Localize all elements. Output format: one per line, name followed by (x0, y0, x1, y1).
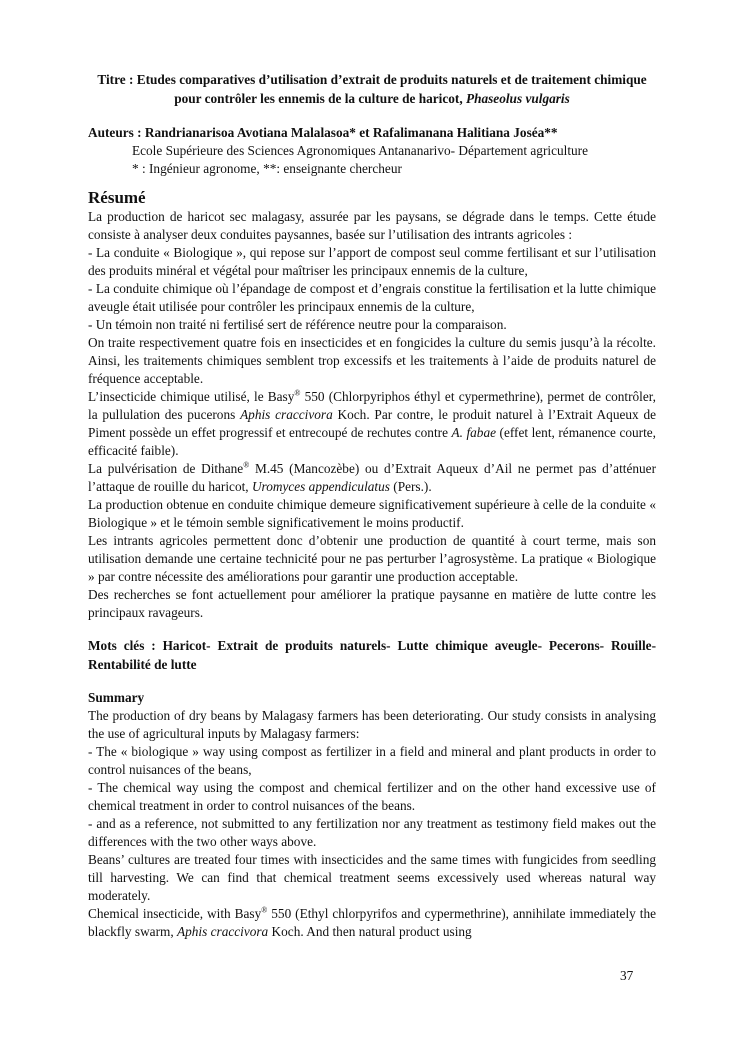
authors-line: Auteurs : Randrianarisoa Avotiana Malalasoa* et Rafalimanana Halitiana Joséa** (88, 125, 558, 140)
summary-paragraph: - The chemical way using the compost and chemical fertilizer and on the other hand excessive use of chemical treatment in order to control nuisances of the beans. (88, 780, 656, 813)
summary-paragraph: The production of dry beans by Malagasy farmers has been deteriorating. Our study consists in analysing the use of agricultural inputs by Malagasy farmers: (88, 708, 656, 741)
summary-paragraph: Chemical insecticide, with Basy® 550 (Ethyl chlorpyrifos and cypermethrine), annihilate immediately the blackfly swarm, Aphis craccivora Koch. And then natural product using (88, 905, 656, 939)
registered-mark: ® (243, 460, 250, 470)
summary-paragraph: - and as a reference, not submitted to any fertilization nor any treatment as testimony field makes out the differences with the two other ways above. (88, 816, 656, 849)
summary-heading: Summary (88, 690, 145, 705)
resume-paragraph: La production obtenue en conduite chimique demeure significativement supérieure à celle de la conduite « Biologique » et le témoin semble significativement le moins productif. (88, 497, 656, 530)
species-name: Uromyces appendiculatus (251, 479, 390, 494)
registered-mark: ® (261, 905, 268, 915)
resume-paragraph: - La conduite chimique où l’épandage de compost et d’engrais constitue la fertilisation et la lutte chimique aveugle était utilisée pour contrôler les principaux ennemis de la culture, (88, 281, 656, 314)
registered-mark: ® (294, 388, 301, 398)
summary-body (88, 707, 656, 941)
resume-paragraph: - Un témoin non traité ni fertilisé sert de référence neutre pour la comparaison. (88, 317, 507, 332)
author-roles: * : Ingénieur agronome, **: enseignante chercheur (132, 161, 402, 176)
species-name: Aphis craccivora (240, 407, 333, 422)
keywords: Mots clés : Haricot- Extrait de produits naturels- Lutte chimique aveugle- Pecerons- Rouille- Rentabilité de lutte (88, 638, 656, 672)
resume-paragraph: Des recherches se font actuellement pour améliorer la pratique paysanne en matière de lutte contre les principaux ravageurs. (88, 587, 656, 620)
summary-paragraph: - The « biologique » way using compost as fertilizer in a field and mineral and plant products in order to control nuisances of the beans, (88, 744, 656, 777)
page-number: 37 (620, 968, 634, 983)
affiliation: Ecole Supérieure des Sciences Agronomiques Antananarivo- Département agriculture (132, 143, 588, 158)
species-name: A. fabae (451, 425, 497, 440)
resume-paragraph: La pulvérisation de Dithane® M.45 (Mancozèbe) ou d’Extrait Aqueux d’Ail ne permet pas d’atténuer l’attaque de rouille du haricot, Uromyces appendiculatus (Pers.). (88, 460, 656, 494)
species-name: Aphis craccivora (177, 924, 269, 939)
summary-paragraph: Beans’ cultures are treated four times with insecticides and the same times with fungicides from seedling till harvesting. We can find that chemical treatment seems excessively used whereas natural way moderately. (88, 852, 656, 903)
resume-heading: Résumé (88, 188, 146, 207)
resume-paragraph: On traite respectivement quatre fois en insecticides et en fongicides la culture du semis jusqu’à la récolte. Ainsi, les traitements chimiques semblent trop excessifs et les traitements à l’aide de produits naturel de fréquence acceptable. (88, 335, 656, 386)
paper-page (88, 70, 656, 941)
resume-body (88, 208, 656, 622)
title-species: Phaseolus vulgaris (465, 91, 570, 106)
resume-paragraph: - La conduite « Biologique », qui repose sur l’apport de compost seul comme fertilisant et sur l’utilisation des produits minéral et végétal pour maîtriser les principaux ennemis de la culture, (88, 245, 656, 278)
resume-paragraph: La production de haricot sec malagasy, assurée par les paysans, se dégrade dans le temps. Cette étude consiste à analyser deux conduites paysannes, basée sur l’utilisation des intrants agricoles : (88, 209, 656, 242)
resume-paragraph: L’insecticide chimique utilisé, le Basy® 550 (Chlorpyriphos éthyl et cypermethrine), permet de contrôler, la pullulation des pucerons Aphis craccivora Koch. Par contre, le produit naturel à l’Extrait Aqueux de Piment possède un effet progressif et entrecoupé de rechutes contre A. fabae (effet lent, rémanence courte, efficacité faible). (88, 388, 657, 458)
resume-paragraph: Les intrants agricoles permettent donc d’obtenir une production de quantité à court terme, mais son utilisation demande une certaine technicité pour ne pas perturber l’agrosystème. La pratique « Biologique » par contre nécessite des améliorations pour garantir une production acceptable. (88, 533, 656, 584)
paper-title: Titre : Etudes comparatives d’utilisation d’extrait de produits naturels et de traitement chimique pour contrôler les ennemis de la culture de haricot, Phaseolus vulgaris (97, 72, 647, 106)
